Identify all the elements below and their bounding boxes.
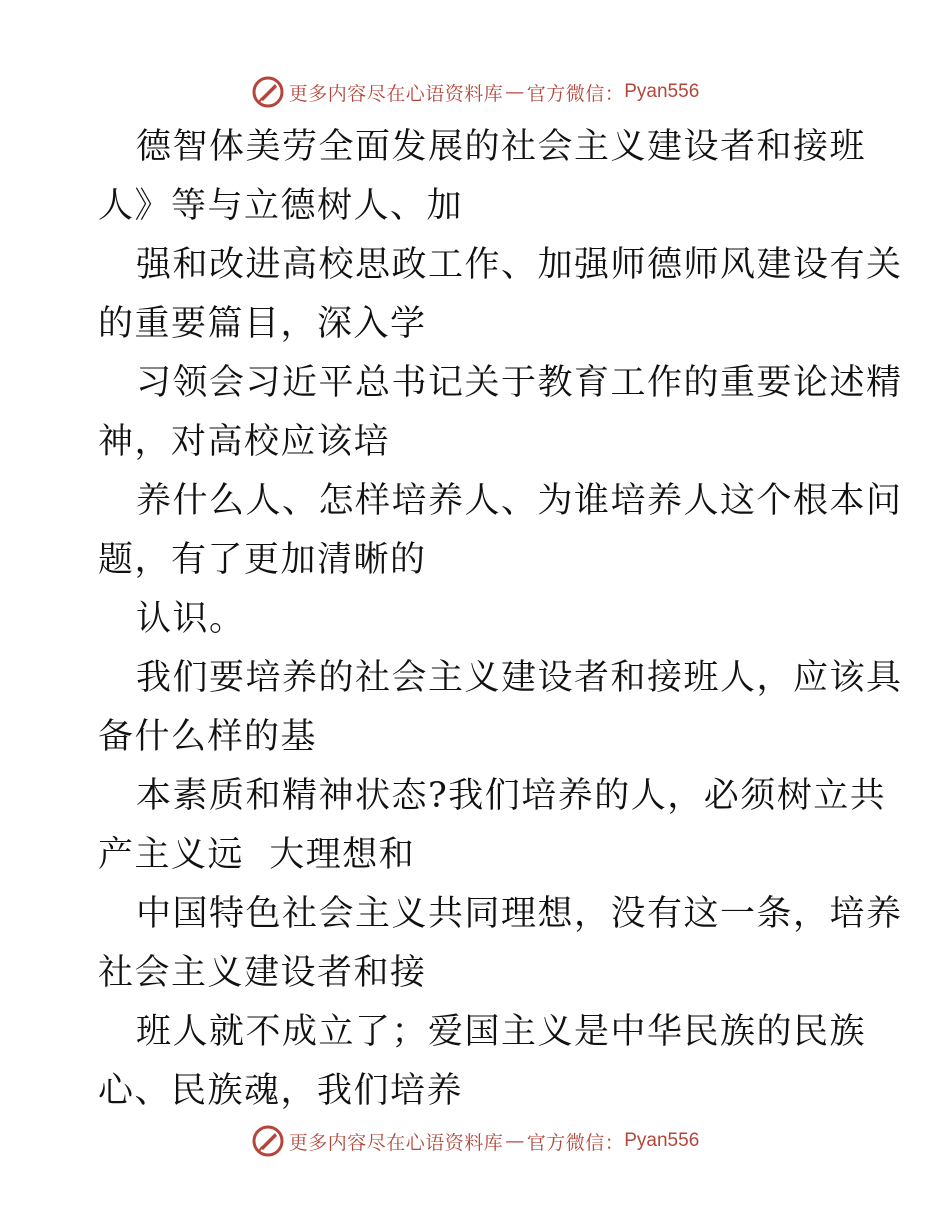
document-body (98, 118, 903, 1121)
quill-pen-logo-icon (251, 1124, 285, 1158)
body-line: 的重要篇目，深入学 (98, 304, 427, 344)
page-header-banner (0, 72, 950, 112)
body-line: 班人就不成立了；爱国主义是中华民族的民族 (136, 1012, 867, 1052)
body-line: 养什么人、怎样培养人、为谁培养人这个根本问 (136, 481, 903, 521)
header-wechat-id: Pyan556 (624, 81, 700, 102)
body-line: 习领会习近平总书记关于教育工作的重要论述精 (136, 363, 903, 403)
body-line: 产主义远 大理想和 (98, 835, 416, 875)
body-line: 认识。 (136, 599, 246, 639)
body-line: 神，对高校应该培 (98, 422, 391, 462)
header-banner-text: 更多内容尽在心语资料库 (288, 82, 504, 105)
page-footer-banner (0, 1121, 950, 1161)
body-line: 强和改进高校思政工作、加强师德师风建设有关 (136, 245, 903, 285)
body-line: 中国特色社会主义共同理想，没有这一条，培养 (136, 894, 903, 934)
footer-wechat-label: 官方微信： (526, 1131, 625, 1154)
body-line: 本素质和精神状态?我们培养的人，必须树立共 (136, 776, 887, 816)
body-line: 德智体美劳全面发展的社会主义建设者和接班 (136, 127, 867, 167)
body-line: 社会主义建设者和接 (98, 953, 427, 993)
footer-banner-text: 更多内容尽在心语资料库 (288, 1131, 504, 1154)
body-line: 我们要培养的社会主义建设者和接班人，应该具 (136, 658, 903, 698)
quill-pen-logo-icon (251, 75, 285, 109)
footer-separator: — (505, 1130, 525, 1152)
body-line: 人》等与立德树人、加 (98, 186, 464, 226)
body-line: 题，有了更加清晰的 (98, 540, 427, 580)
footer-wechat-id: Pyan556 (624, 1130, 700, 1151)
header-wechat-label: 官方微信： (526, 82, 625, 105)
body-line: 心、民族魂，我们培养 (98, 1071, 464, 1111)
body-line: 备什么样的基 (98, 717, 318, 757)
header-separator: — (505, 81, 525, 103)
